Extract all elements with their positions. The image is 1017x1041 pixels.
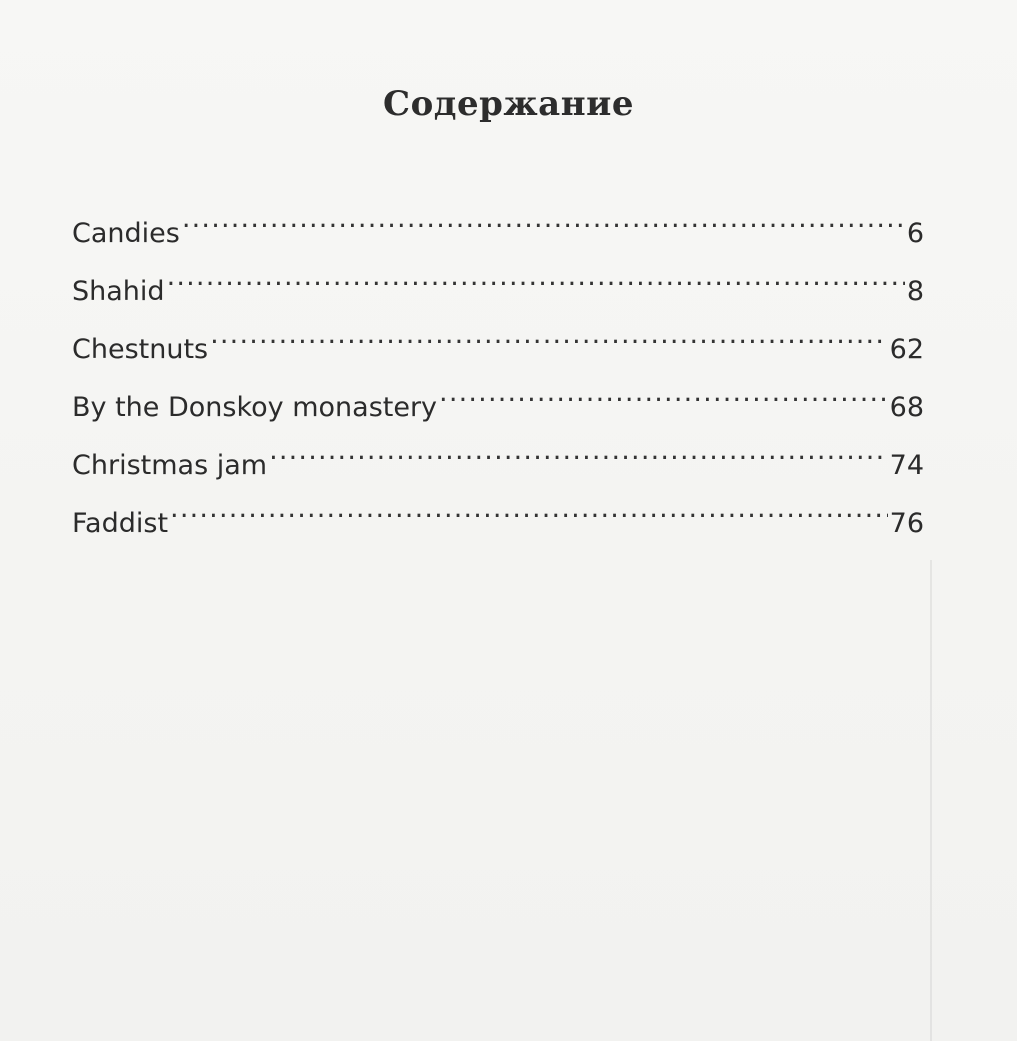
toc-entry-page-number: 74 bbox=[889, 450, 924, 481]
bleed-through-text bbox=[80, 580, 87, 610]
table-of-contents bbox=[72, 196, 924, 544]
dot-leader bbox=[269, 428, 888, 474]
dot-leader bbox=[167, 254, 905, 300]
toc-entry-donskoy-monastery[interactable] bbox=[72, 370, 924, 428]
toc-entry-title: Chestnuts bbox=[72, 334, 209, 365]
page-title: Содержание bbox=[383, 84, 634, 124]
toc-entry-chestnuts[interactable] bbox=[72, 312, 924, 370]
toc-entry-page-number: 62 bbox=[889, 334, 924, 365]
dot-leader bbox=[170, 486, 888, 532]
toc-entry-shahid[interactable] bbox=[72, 254, 924, 312]
toc-entry-title: Shahid bbox=[72, 276, 165, 307]
toc-entry-title: Christmas jam bbox=[72, 450, 268, 481]
toc-entry-page-number: 8 bbox=[906, 276, 924, 307]
toc-entry-title: Faddist bbox=[72, 508, 169, 539]
toc-entry-page-number: 68 bbox=[889, 392, 924, 423]
toc-entry-faddist[interactable] bbox=[72, 486, 924, 544]
toc-entry-title: By the Donskoy monastery bbox=[72, 392, 438, 423]
toc-entry-christmas-jam[interactable] bbox=[72, 428, 924, 486]
toc-entry-title: Candies bbox=[72, 218, 180, 249]
toc-entry-candies[interactable] bbox=[72, 196, 924, 254]
dot-leader bbox=[439, 370, 888, 416]
toc-entry-page-number: 76 bbox=[889, 508, 924, 539]
dot-leader bbox=[210, 312, 888, 358]
dot-leader bbox=[182, 196, 905, 242]
page-edge bbox=[930, 560, 932, 1041]
toc-entry-page-number: 6 bbox=[906, 218, 924, 249]
